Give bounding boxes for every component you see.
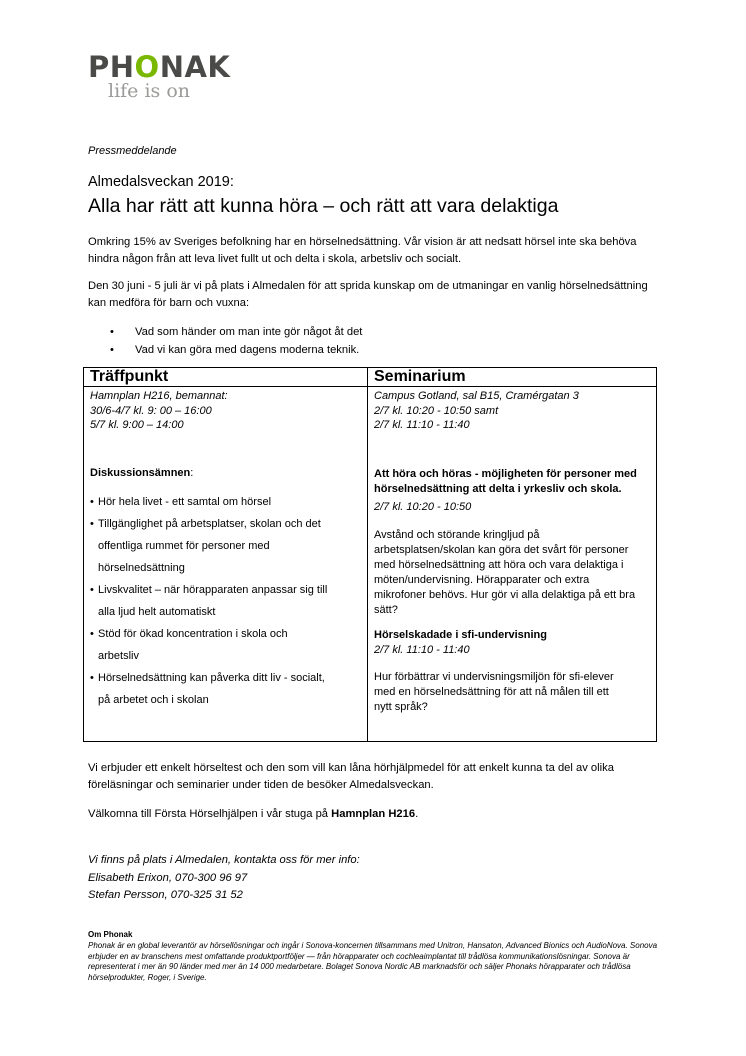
seminar-info [374, 389, 579, 433]
phonak-logo [88, 52, 230, 102]
intro-paragraph-2: Den 30 juni - 5 juli är vi på plats i Almedalen för att sprida kunskap om de utmaningar en vanlig hörselnedsättning kan medföra för barn och vuxna: [88, 280, 648, 309]
info-line: 2/7 kl. 11:10 - 11:40 [374, 419, 470, 431]
contact-person: Stefan Persson, 070-325 31 52 [88, 889, 243, 901]
list-item: • Hörselnedsättning kan påverka ditt liv - socialt, på arbetet och i skolan [90, 667, 364, 711]
seminar-2-title: Hörselskadade i sfi-undervisning [374, 628, 547, 641]
table-header-divider [84, 386, 656, 387]
list-item: • Livskvalitet – när hörapparaten anpassar sig till alla ljud helt automatiskt [90, 579, 364, 623]
about-text: Phonak är en global leverantör av hörsellösningar och ingår i Sonova-koncernen tillsammans med Unitron, Hansaton, Advanced Bionics och AudioNova. Sonova erbjuder en av branschens mest omfattande produktportföljer — från hörapparater och cochleaimplantat till trådlösa kommunikationslösningar. Sonova är representerat i mer än 90 länder med mer än 14 000 medarbetare. Bolaget Sonova Nordic AB marknadsför och säljer Phonaks hörapparater och trådlösa hörselprodukter, Roger, i Sverige. [88, 941, 658, 982]
logo-accent-letter: O [134, 50, 160, 84]
info-line: 30/6-4/7 kl. 9: 00 – 16:00 [90, 404, 212, 417]
event-table [83, 367, 657, 742]
contact-intro: Vi finns på plats i Almedalen, kontakta oss för mer info: [88, 854, 360, 866]
seminar-2-time: 2/7 kl. 11:10 - 11:40 [374, 643, 470, 656]
list-item: • Vad vi kan göra med dagens moderna teknik. [110, 341, 362, 359]
topics-heading-text: Diskussionsämnen [90, 467, 191, 479]
seminar-1-time: 2/7 kl. 10:20 - 10:50 [374, 501, 472, 513]
list-item: • Stöd för ökad koncentration i skola och arbetsliv [90, 623, 364, 667]
info-line: 5/7 kl. 9:00 – 14:00 [90, 419, 184, 431]
meeting-point-info [90, 389, 228, 433]
closing-paragraph-1: Vi erbjuder ett enkelt hörseltest och den som vill kan låna hörhjälpmedel för att enkelt kunna ta del av olika föreläsningar och seminarier under tiden de besöker Almedalsveckan. [88, 762, 614, 791]
intro-paragraph-1: Omkring 15% av Sveriges befolkning har en hörselnedsättning. Vår vision är att nedsatt hörsel inte ska behöva hindra någon från att leva livet fullt ut och delta i skola, arbetsliv och socialt. [88, 236, 637, 265]
topics-heading [90, 467, 193, 479]
logo-tagline: life is on [108, 80, 191, 102]
info-line: 2/7 kl. 10:20 - 10:50 samt [374, 404, 499, 417]
about-heading: Om Phonak [88, 930, 133, 939]
seminar-details [374, 467, 652, 715]
topics-heading-colon: : [190, 467, 194, 479]
document-label: Pressmeddelande [88, 145, 177, 157]
seminar-1-description: Avstånd och störande kringljud på arbetsplatsen/skolan kan göra det svårt för personer med hörselnedsättning att höra och vara delaktiga i möten/undervisning. Hörapparater och extra mikrofoner behövs. Hur gör vi alla delaktiga på ett bra sätt? [374, 528, 636, 616]
topics-list [90, 491, 364, 711]
closing-paragraph-2: Välkomna till Första Hörselhjälpen i vår stuga på Hamnplan H216. [88, 808, 419, 820]
table-header-meeting-point: Träffpunkt [90, 368, 169, 385]
page-title: Alla har rätt att kunna höra – och rätt att vara delaktiga [88, 195, 559, 217]
table-column-divider [367, 368, 368, 741]
table-header-seminar: Seminarium [374, 368, 466, 385]
list-item: • Hör hela livet - ett samtal om hörsel [90, 491, 364, 513]
logo-wordmark: PHONAK [88, 50, 231, 84]
seminar-1-title: Att höra och höras - möjligheten för personer med hörselnedsättning att delta i yrkesliv och skola. [374, 468, 637, 495]
bullet-list [110, 323, 362, 359]
list-item: • Vad som händer om man inte gör något åt det [110, 323, 362, 341]
kicker: Almedalsveckan 2019: [88, 174, 234, 190]
location-highlight: Hamnplan H216 [331, 808, 416, 820]
list-item: • Tillgänglighet på arbetsplatser, skolan och det offentliga rummet för personer med hörselnedsättning [90, 513, 364, 579]
contact-person: Elisabeth Erixon, 070-300 96 97 [88, 871, 248, 884]
contact-block [88, 852, 360, 905]
seminar-2-description: Hur förbättrar vi undervisningsmiljön för sfi-elever med en hörselnedsättning för att nå målen till ett nytt språk? [374, 671, 614, 713]
info-line: Hamnplan H216, bemannat: [90, 390, 228, 402]
info-line: Campus Gotland, sal B15, Cramérgatan 3 [374, 390, 579, 402]
